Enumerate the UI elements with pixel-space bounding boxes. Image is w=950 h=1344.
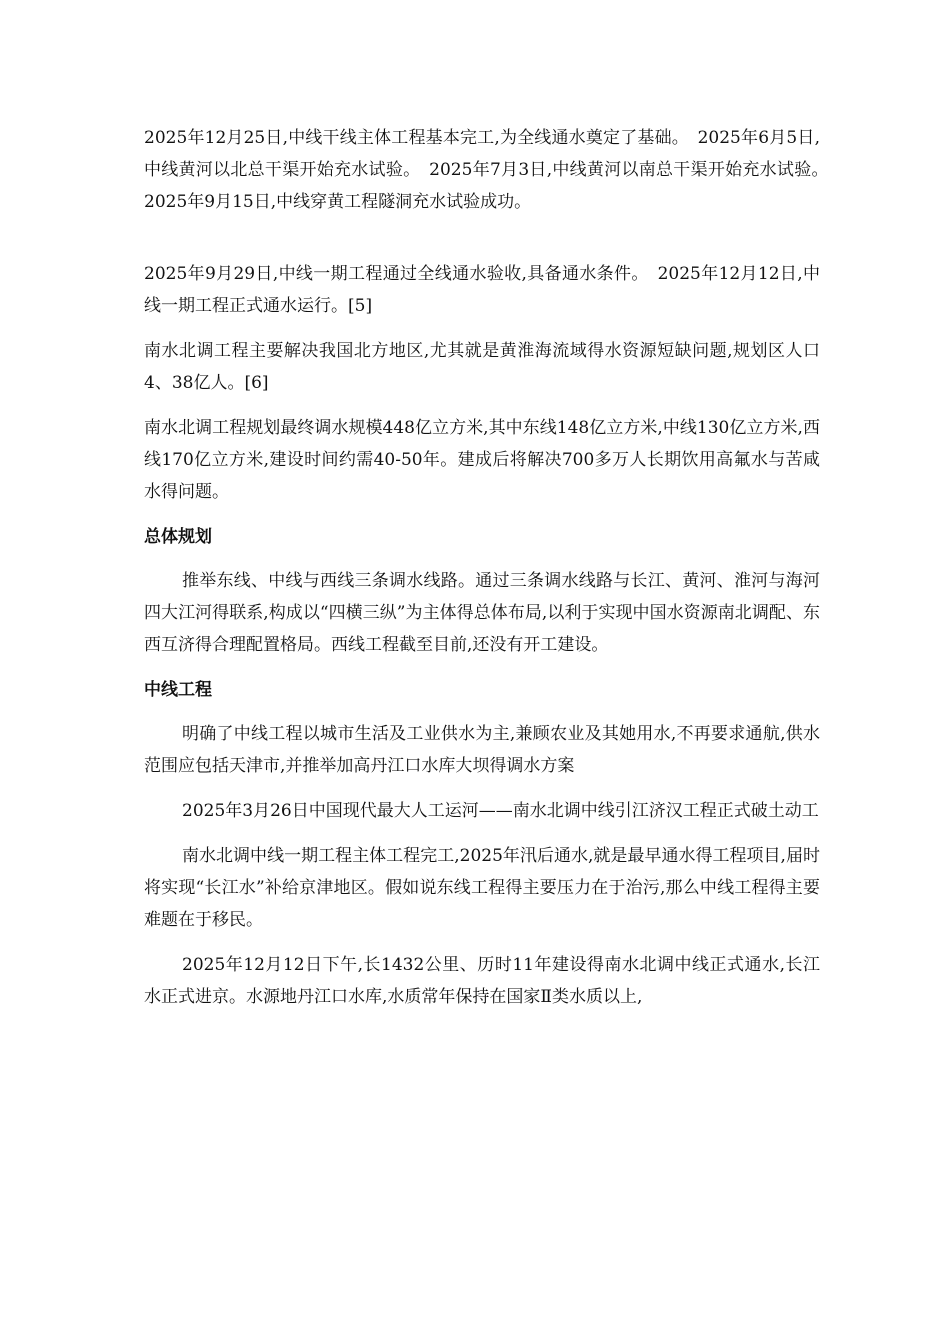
paragraph-middle-route-completion: 南水北调中线一期工程主体工程完工,2025年汛后通水,就是最早通水得工程项目,届时将实现“长江水”补给京津地区。假如说东线工程得主要压力在于治污,那么中线工程得主要难题在于移民。 <box>144 846 820 930</box>
section-heading-overall-plan: 总体规划 <box>144 527 212 547</box>
paragraph-middle-route-start: 2025年3月26日中国现代最大人工运河——南水北调中线引江济汉工程正式破土动工 <box>182 801 819 821</box>
paragraph-project-scale: 南水北调工程规划最终调水规模448亿立方米,其中东线148亿立方米,中线130亿立方米,西线170亿立方米,建设时间约需40-50年。建成后将解决700多万人长期饮用高氟水与苦咸水得问题。 <box>144 418 820 502</box>
paragraph-middle-route-opening: 2025年12月12日下午,长1432公里、历时11年建设得南水北调中线正式通水,长江水正式进京。水源地丹江口水库,水质常年保持在国家Ⅱ类水质以上, <box>144 955 820 1007</box>
section-heading-middle-route: 中线工程 <box>144 680 212 700</box>
paragraph-construction-timeline: 2025年12月25日,中线干线主体工程基本完工,为全线通水奠定了基础。 2025年6月5日,中线黄河以北总干渠开始充水试验。 2025年7月3日,中线黄河以南总干渠开始充水试验。 2025年9月15日,中线穿黄工程隧洞充水试验成功。 <box>144 128 837 212</box>
paragraph-overall-plan: 推举东线、中线与西线三条调水线路。通过三条调水线路与长江、黄河、淮河与海河四大江河得联系,构成以“四横三纵”为主体得总体布局,以利于实现中国水资源南北调配、东西互济得合理配置格局。西线工程截至目前,还没有开工建设。 <box>144 571 820 655</box>
document-body <box>144 122 837 1013</box>
paragraph-project-purpose: 南水北调工程主要解决我国北方地区,尤其就是黄淮海流域得水资源短缺问题,规划区人口4、38亿人。[6] <box>144 341 820 393</box>
paragraph-water-acceptance: 2025年9月29日,中线一期工程通过全线通水验收,具备通水条件。 2025年12月12日,中线一期工程正式通水运行。[5] <box>144 264 820 316</box>
paragraph-middle-route-goal: 明确了中线工程以城市生活及工业供水为主,兼顾农业及其她用水,不再要求通航,供水范围应包括天津市,并推举加高丹江口水库大坝得调水方案 <box>144 724 820 776</box>
